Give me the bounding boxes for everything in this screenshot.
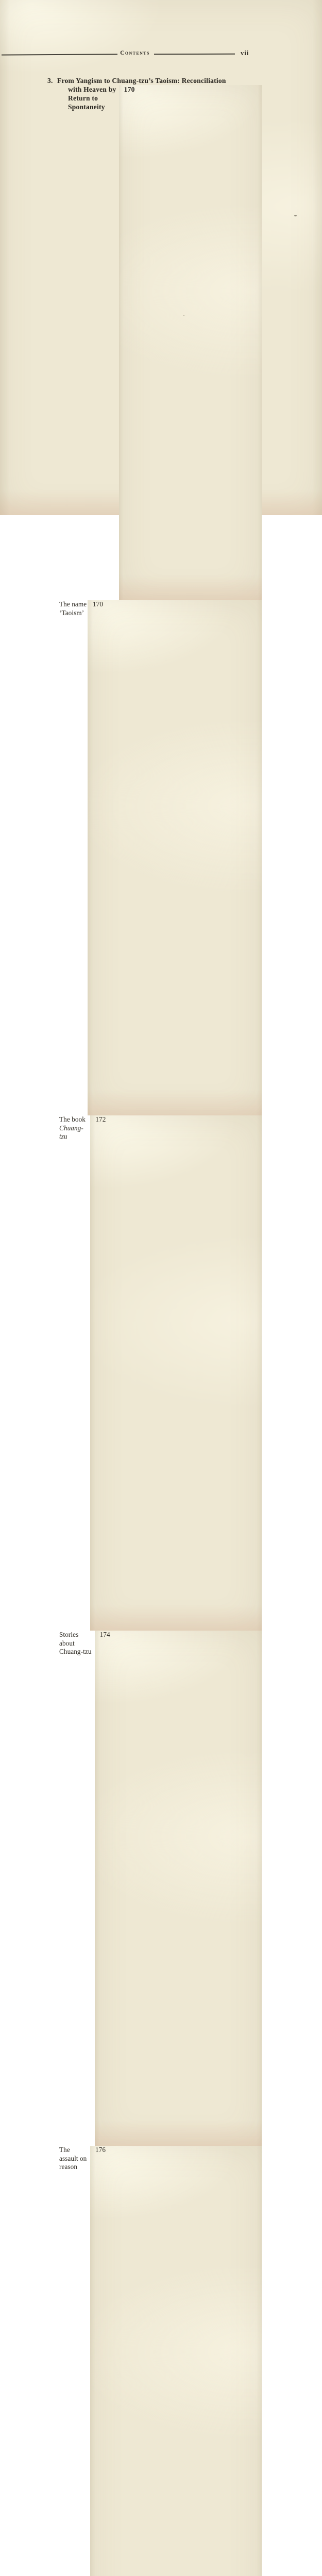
- text: The assault on reason: [59, 2146, 87, 2171]
- table-of-contents: [47, 76, 262, 2576]
- chapter-page-number: 170: [119, 85, 262, 600]
- toc-entry: [47, 2146, 262, 2576]
- entry-page-number: 176: [90, 2146, 262, 2576]
- header-rule-right: [154, 54, 235, 55]
- text: The book: [59, 1115, 86, 1123]
- text: Stories about Chuang-tzu: [59, 1631, 92, 1656]
- toc-entry: [47, 600, 262, 1115]
- running-head: [0, 49, 322, 60]
- italic-text: Chuang-tzu: [59, 1124, 83, 1141]
- chapter-block: [47, 76, 262, 2576]
- text: with Heaven by Return to Spontaneity: [68, 86, 116, 111]
- entry-label: [47, 1115, 90, 1141]
- entry-label: [47, 2146, 90, 2172]
- text: The name ‘Taoism’: [59, 600, 87, 617]
- chapter-number: 3.: [47, 77, 53, 84]
- header-rule-left: [2, 54, 117, 55]
- chapter-title-text: [57, 76, 226, 85]
- scan-speck: [183, 315, 184, 316]
- page-number-folio: vii: [241, 49, 249, 57]
- entry-page-number: 174: [95, 1631, 262, 2146]
- toc-entry: [47, 1115, 262, 1631]
- scan-speck: [294, 215, 297, 216]
- entry-page-number: 170: [88, 600, 262, 1115]
- text: From Yangism to Chuang-tzu’s Taoism: Reconciliation: [57, 77, 226, 84]
- entry-label: [47, 600, 88, 617]
- toc-entry: [47, 1631, 262, 2146]
- chapter-title-line: [47, 85, 262, 600]
- contents-title: Contents: [120, 50, 150, 56]
- entry-label: [47, 1631, 95, 1656]
- entry-page-number: 172: [90, 1115, 262, 1631]
- chapter-title-text: [47, 85, 119, 111]
- chapter-title-line: [47, 76, 262, 85]
